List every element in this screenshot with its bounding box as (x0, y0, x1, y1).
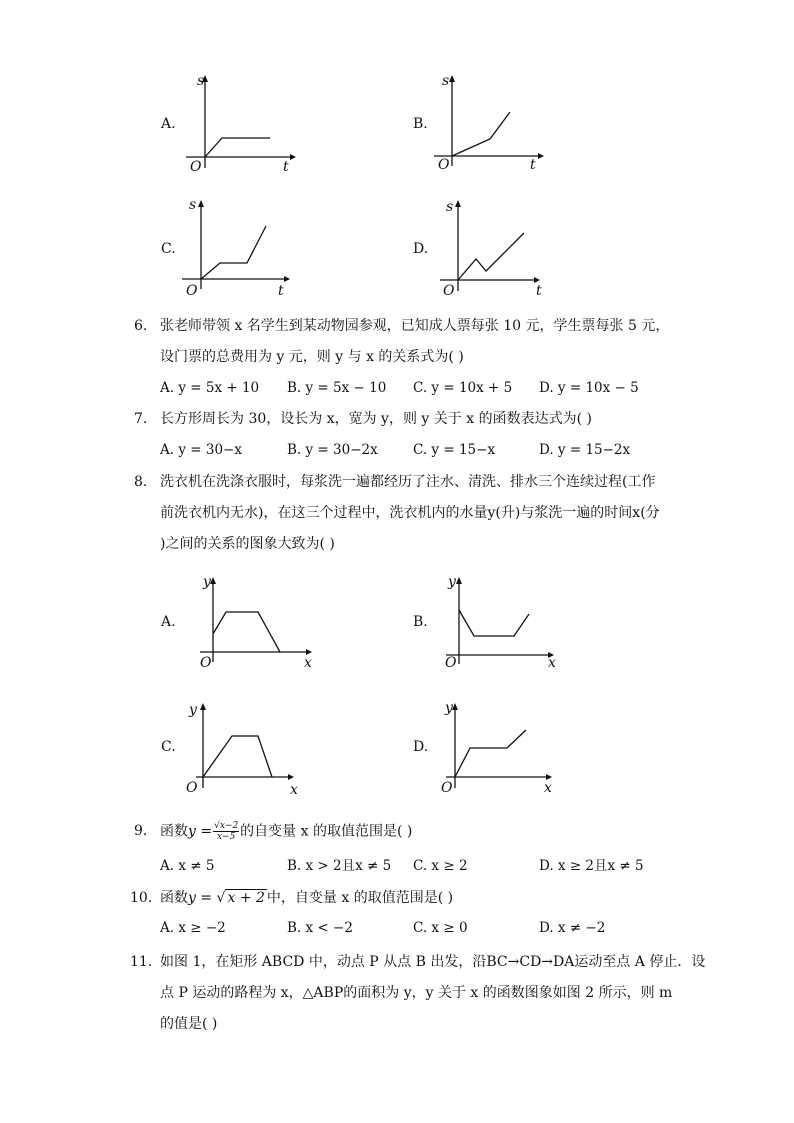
option-b: B. x > 2且x ≠ 5 (287, 858, 392, 874)
func-lhs: y = (188, 890, 213, 906)
y-axis-label: y (189, 702, 197, 718)
option-b: B. y = 30−2x (287, 442, 378, 458)
option-label: C. (161, 739, 176, 755)
graph-line (459, 610, 529, 636)
x-axis-label: t (283, 159, 289, 175)
func-prefix: 函数 (160, 890, 188, 906)
origin-label: O (441, 780, 453, 796)
y-axis-label: s (189, 197, 197, 213)
x-axis-label: t (278, 283, 284, 299)
option-a: A. x ≠ 5 (160, 858, 215, 874)
origin-label: O (186, 780, 198, 796)
option-label: D. (413, 739, 429, 755)
option-label: B. (413, 116, 428, 132)
option-c: C. x ≥ 0 (413, 920, 468, 936)
x-axis-label: x (304, 655, 312, 671)
origin-label: O (445, 655, 457, 671)
option-a: A. y = 5x + 10 (160, 380, 260, 396)
y-arrow (449, 75, 455, 82)
option-d: D. x ≥ 2且x ≠ 5 (539, 858, 644, 874)
option-d: D. y = 10x − 5 (539, 380, 639, 396)
question-text-line1: 如图 1，在矩形 ABCD 中，动点 P 从点 B 出发，沿BC→CD→DA运动至点 A 停止．设 (160, 954, 706, 970)
y-axis-label: y (448, 574, 456, 590)
origin-label: O (438, 157, 450, 173)
graph-line (203, 736, 272, 777)
question-text (160, 821, 412, 842)
y-arrow (455, 200, 461, 207)
graph-line (452, 112, 510, 156)
question-text: 函数y = √ x + 2 中，自变量 x 的取值范围是( ) (160, 890, 454, 906)
y-arrow (456, 577, 462, 584)
option-a: A. x ≥ −2 (160, 920, 226, 936)
question-number: 11. (130, 954, 153, 970)
x-arrow (284, 276, 290, 282)
x-axis-label: x (290, 782, 298, 798)
graph-line (458, 233, 524, 280)
origin-label: O (443, 283, 455, 299)
y-axis-label: s (442, 73, 450, 89)
graph-line (201, 226, 266, 279)
question-text-line2: 设门票的总费用为 y 元，则 y 与 x 的关系式为( ) (160, 349, 464, 365)
question-number: 9. (134, 823, 148, 839)
fraction (213, 821, 239, 842)
option-c: C. y = 10x + 5 (413, 380, 513, 396)
question-text-line2: 前洗衣机内无水)，在这三个过程中，洗衣机内的水量y(升)与浆洗一遍的时间x(分 (160, 505, 660, 521)
option-d: D. y = 15−2x (539, 442, 631, 458)
option-d: D. x ≠ −2 (539, 920, 606, 936)
option-a: A. y = 30−x (160, 442, 242, 458)
option-label: B. (413, 614, 428, 630)
fraction-denominator: x−5 (216, 832, 236, 842)
x-axis-label: x (548, 655, 556, 671)
y-axis-label: s (197, 73, 205, 89)
x-arrow (290, 154, 296, 160)
x-arrow (288, 774, 294, 780)
origin-label: O (190, 159, 202, 175)
origin-label: O (200, 655, 212, 671)
y-arrow (198, 200, 204, 207)
option-label: C. (161, 241, 176, 257)
question-text-line3: )之间的关系的图象大致为( ) (160, 536, 335, 552)
question-number: 6. (134, 318, 148, 334)
option-label: A. (161, 116, 176, 132)
x-axis-label: t (530, 157, 536, 173)
question-text-line1: 长方形周长为 30，设长为 x，宽为 y，则 y 关于 x 的函数表达式为( ) (160, 411, 592, 427)
question-text-line2: 点 P 运动的路程为 x，△ABP的面积为 y，y 关于 x 的函数图象如图 2 所示，则 m (160, 985, 673, 1001)
question-number: 7. (134, 411, 148, 427)
graph-line (205, 138, 270, 157)
graph-c-svg (190, 698, 305, 798)
question-number: 8. (134, 474, 148, 490)
func-prefix: 函数 (160, 823, 188, 840)
question-text-line1: 洗衣机在洗涤衣服时，每浆洗一遍都经历了注水、清洗、排水三个连续过程(工作 (160, 474, 656, 490)
graph-line (455, 730, 526, 777)
option-c: C. x ≥ 2 (413, 858, 468, 874)
fraction-numerator: √x−2 (214, 821, 239, 831)
graph-line (213, 612, 280, 652)
option-label: D. (413, 241, 429, 257)
option-b: B. x < −2 (287, 920, 353, 936)
x-axis-label: t (536, 283, 542, 299)
func-lhs: y = (188, 823, 213, 840)
x-axis-label: x (544, 780, 552, 796)
y-axis-label: s (446, 199, 454, 215)
y-arrow (200, 703, 206, 710)
question-text-line1: 张老师带领 x 名学生到某动物园参观，已知成人票每张 10 元，学生票每张 5 元， (160, 318, 670, 334)
x-arrow (538, 153, 544, 159)
y-axis-label: y (203, 574, 211, 590)
option-c: C. y = 15−x (413, 442, 496, 458)
option-label: A. (161, 614, 176, 630)
func-suffix: 中，自变量 x 的取值范围是( ) (266, 890, 454, 906)
y-axis-label: y (445, 700, 453, 716)
origin-label: O (186, 283, 198, 299)
option-b: B. y = 5x − 10 (287, 380, 387, 396)
question-number: 10. (130, 890, 153, 906)
func-suffix: 的自变量 x 的取值范围是( ) (240, 823, 413, 840)
graph-b-svg (440, 572, 565, 672)
sqrt-body: x + 2 (227, 890, 265, 906)
question-text-line3: 的值是( ) (160, 1016, 218, 1032)
